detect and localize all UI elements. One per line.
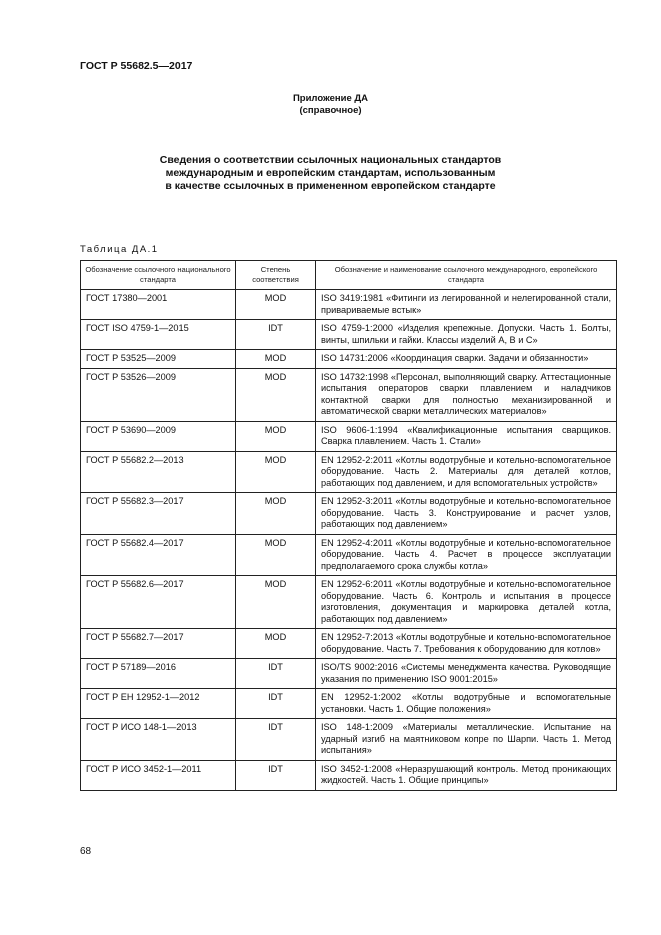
- table-row: [81, 659, 617, 689]
- cell-description: EN 12952-1:2002 «Котлы водотрубные и вспомогательные установки. Часть 1. Общие положения»: [316, 689, 617, 719]
- page-number: 68: [80, 846, 92, 857]
- cell-description: EN 12952-3:2011 «Котлы водотрубные и котельно-вспомогательное оборудование. Часть 3. Конструирование и расчет узлов, работающих под давлением»: [316, 493, 617, 535]
- cell-standard: ГОСТ Р 53525—2009: [81, 350, 236, 369]
- cell-degree: MOD: [236, 493, 316, 535]
- cell-standard: ГОСТ Р 57189—2016: [81, 659, 236, 689]
- table-row: [81, 421, 617, 451]
- column-header-standard: Обозначение ссылочного национального стандарта: [81, 261, 236, 290]
- cell-standard: ГОСТ Р ЕН 12952-1—2012: [81, 689, 236, 719]
- table-row: [81, 629, 617, 659]
- table-header-row: [81, 261, 617, 290]
- table-row: [81, 451, 617, 493]
- table-row: [81, 576, 617, 629]
- cell-description: ISO 9606-1:1994 «Квалификационные испытания сварщиков. Сварка плавлением. Часть 1. Стали»: [316, 421, 617, 451]
- table-row: [81, 368, 617, 421]
- cell-standard: ГОСТ 17380—2001: [81, 290, 236, 320]
- cell-degree: IDT: [236, 320, 316, 350]
- table-body: [81, 290, 617, 791]
- cell-description: EN 12952-6:2011 «Котлы водотрубные и котельно-вспомогательное оборудование. Часть 6. Контроль и испытания в процессе изготовления, документация и маркировка деталей котла, работающих под давлением»: [316, 576, 617, 629]
- cell-degree: IDT: [236, 689, 316, 719]
- table-row: [81, 719, 617, 761]
- cell-standard: ГОСТ Р 55682.2—2013: [81, 451, 236, 493]
- cell-standard: ГОСТ Р 55682.6—2017: [81, 576, 236, 629]
- column-header-degree: Степень соответствия: [236, 261, 316, 290]
- table-row: [81, 290, 617, 320]
- table-row: [81, 320, 617, 350]
- appendix-subtitle: (справочное): [299, 105, 362, 116]
- cell-degree: IDT: [236, 659, 316, 689]
- document-code: ГОСТ Р 55682.5—2017: [80, 60, 193, 72]
- cell-description: ISO 3452-1:2008 «Неразрушающий контроль. Метод проникающих жидкостей. Часть 1. Общие принципы»: [316, 760, 617, 790]
- cell-degree: MOD: [236, 350, 316, 369]
- table-row: [81, 350, 617, 369]
- section-heading-line: в качестве ссылочных в примененном европейском стандарте: [165, 180, 496, 192]
- cell-standard: ГОСТ Р 53690—2009: [81, 421, 236, 451]
- cell-degree: IDT: [236, 760, 316, 790]
- cell-description: EN 12952-2:2011 «Котлы водотрубные и котельно-вспомогательное оборудование. Часть 2. Материалы для деталей котлов, работающих под давлением, и для вспомогательных устройств»: [316, 451, 617, 493]
- cell-standard: ГОСТ Р ИСО 3452-1—2011: [81, 760, 236, 790]
- cell-description: ISO 14731:2006 «Координация сварки. Задачи и обязанности»: [316, 350, 617, 369]
- table-row: [81, 689, 617, 719]
- cell-standard: ГОСТ ISO 4759-1—2015: [81, 320, 236, 350]
- cell-degree: IDT: [236, 719, 316, 761]
- cell-degree: MOD: [236, 451, 316, 493]
- cell-degree: MOD: [236, 368, 316, 421]
- cell-degree: MOD: [236, 576, 316, 629]
- cell-degree: MOD: [236, 629, 316, 659]
- cell-degree: MOD: [236, 534, 316, 576]
- cell-description: ISO 14732:1998 «Персонал, выполняющий сварку. Аттестационные испытания операторов сварки плавлением и наладчиков контактной сварки для полностью механизированной и автоматической сварки металлических материалов»: [316, 368, 617, 421]
- cell-description: ISO 4759-1:2000 «Изделия крепежные. Допуски. Часть 1. Болты, винты, шпильки и гайки. Классы изделий А, В и С»: [316, 320, 617, 350]
- correspondence-table: [80, 260, 617, 791]
- cell-standard: ГОСТ Р 55682.3—2017: [81, 493, 236, 535]
- table-row: [81, 760, 617, 790]
- cell-degree: MOD: [236, 421, 316, 451]
- cell-standard: ГОСТ Р 53526—2009: [81, 368, 236, 421]
- cell-description: ISO/TS 9002:2016 «Системы менеджмента качества. Руководящие указания по применению ISO 9001:2015»: [316, 659, 617, 689]
- section-heading-line: международным и европейским стандартам, использованным: [165, 167, 496, 179]
- section-heading-line: Сведения о соответствии ссылочных национальных стандартов: [159, 154, 502, 166]
- cell-description: ISO 148-1:2009 «Материалы металлические. Испытание на ударный изгиб на маятниковом копре по Шарпи. Часть 1. Метод испытания»: [316, 719, 617, 761]
- column-header-description: Обозначение и наименование ссылочного международного, европейского стандарта: [316, 261, 617, 290]
- cell-description: EN 12952-7:2013 «Котлы водотрубные и котельно-вспомогательное оборудование. Часть 7. Требования к оборудованию для котлов»: [316, 629, 617, 659]
- table-row: [81, 493, 617, 535]
- cell-degree: MOD: [236, 290, 316, 320]
- cell-description: ISO 3419:1981 «Фитинги из легированной и нелегированной стали, привариваемые встык»: [316, 290, 617, 320]
- cell-standard: ГОСТ Р 55682.7—2017: [81, 629, 236, 659]
- cell-standard: ГОСТ Р 55682.4—2017: [81, 534, 236, 576]
- appendix-title: Приложение ДА: [292, 93, 369, 104]
- table-row: [81, 534, 617, 576]
- cell-description: EN 12952-4:2011 «Котлы водотрубные и котельно-вспомогательное оборудование. Часть 4. Расчет в процессе эксплуатации предполагаемого срока службы котла»: [316, 534, 617, 576]
- cell-standard: ГОСТ Р ИСО 148-1—2013: [81, 719, 236, 761]
- table-caption: Таблица ДА.1: [80, 244, 159, 255]
- section-heading: [100, 154, 561, 193]
